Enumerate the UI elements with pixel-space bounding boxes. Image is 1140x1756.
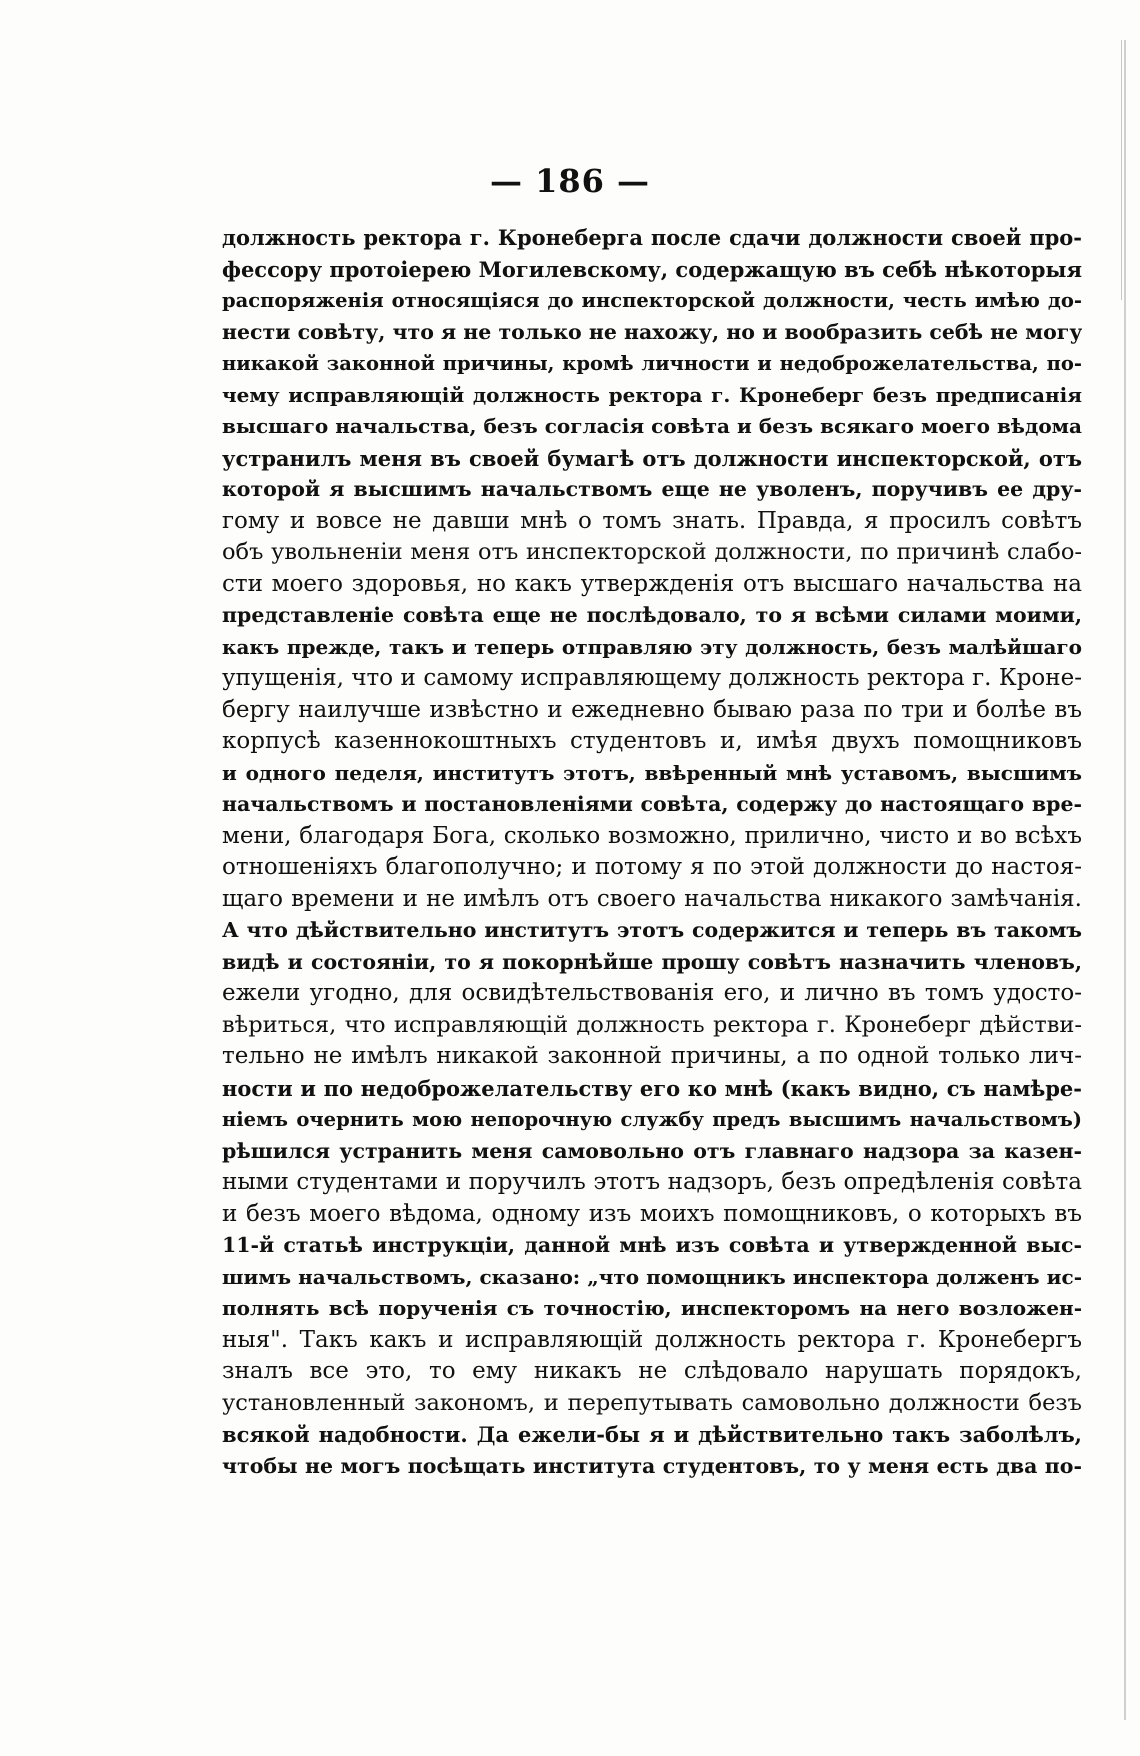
text-line: зналъ все это, то ему никакъ не слѣдовало нарушать порядокъ,: [222, 1358, 1082, 1384]
text-line: никакой законной причины, кромѣ личности и недоброжелательства, по-: [222, 352, 1082, 375]
text-line: бергу наилучше извѣстно и ежедневно бываю раза по три и болѣе въ: [222, 696, 1082, 723]
text-line: шимъ начальствомъ, сказано: „что помощникъ инспектора долженъ ис-: [222, 1264, 1082, 1289]
text-line: 11-й статьѣ инструкціи, данной мнѣ изъ совѣта и утвержденной выс-: [222, 1233, 1082, 1257]
text-line: и безъ моего вѣдома, одному изъ моихъ помощниковъ, о которыхъ въ: [222, 1200, 1082, 1227]
text-line: нести совѣту, что я не только не нахожу, но и вообразить себѣ не могу: [222, 319, 1082, 344]
text-line: щаго времени и не имѣлъ отъ своего начальства никакого замѣчанія.: [222, 885, 1082, 912]
page-number: — 186 —: [489, 162, 651, 200]
text-line: гому и вовсе не давши мнѣ о томъ знать. Правда, я просилъ совѣтъ: [222, 507, 1082, 534]
text-line: отношеніяхъ благополучно; и потому я по этой должности до настоя-: [222, 854, 1082, 880]
text-line: тельно не имѣлъ никакой законной причины, а по одной только лич-: [222, 1043, 1082, 1069]
text-line: какъ прежде, такъ и теперь отправляю эту должность, безъ малѣйшаго: [222, 634, 1082, 659]
text-line: рѣшился устранить меня самовольно отъ главнаго надзора за казен-: [222, 1138, 1082, 1163]
text-line: объ увольненіи меня отъ инспекторской должности, по причинѣ слабо-: [222, 539, 1082, 565]
text-line: и одного педеля, институтъ этотъ, ввѣренный мнѣ уставомъ, высшимъ: [222, 760, 1082, 785]
text-line: корпусѣ казеннокоштныхъ студентовъ и, имѣя двухъ помощниковъ: [222, 728, 1082, 754]
text-line: фессору протоіерею Могилевскому, содержащую въ себѣ нѣкоторыя: [222, 256, 1082, 282]
text-line: чтобы не могъ посѣщать института студентовъ, то у меня есть два по-: [222, 1453, 1082, 1478]
text-line: распоряженія относящіяся до инспекторской должности, честь имѣю до-: [222, 289, 1082, 312]
text-line: сти моего здоровья, но какъ утвержденія отъ высшаго начальства на: [222, 570, 1082, 597]
text-line: вѣриться, что исправляющій должность ректора г. Кронеберг дѣйстви-: [222, 1011, 1082, 1038]
text-line: высшаго начальства, безъ согласія совѣта и безъ всякаго моего вѣдома: [222, 414, 1082, 438]
text-line: полнять всѣ порученія съ точностію, инспекторомъ на него возложен-: [222, 1296, 1082, 1320]
text-line: должность ректора г. Кронеберга после сдачи должности своей про-: [222, 225, 1082, 250]
text-line: мени, благодаря Бога, сколько возможно, прилично, чисто и во всѣхъ: [222, 822, 1082, 849]
text-line: видѣ и состояніи, то я покорнѣйше прошу совѣтъ назначить членовъ,: [222, 949, 1082, 974]
text-line: ныя". Такъ какъ и исправляющій должность ректора г. Кронебергъ: [222, 1326, 1082, 1353]
text-line: установленный закономъ, и перепутывать самовольно должности безъ: [222, 1389, 1082, 1416]
text-line: упущенія, что и самому исправляющему должность ректора г. Кроне-: [222, 665, 1082, 691]
text-line: представленіе совѣта еще не послѣдовало, то я всѣми силами моими,: [222, 603, 1082, 627]
text-line: ніемъ очернить мою непорочную службу предъ высшимъ начальствомъ): [222, 1108, 1082, 1131]
text-line: начальствомъ и постановленіями совѣта, содержу до настоящаго вре-: [222, 792, 1082, 816]
text-line: чему исправляющій должность ректора г. Кронеберг безъ предписанія: [222, 382, 1082, 407]
text-line: А что дѣйствительно институтъ этотъ содержится и теперь въ такомъ: [222, 918, 1082, 942]
body-text: [222, 222, 1082, 1482]
text-line: устранилъ меня въ своей бумагѣ отъ должности инспекторской, отъ: [222, 445, 1082, 471]
text-line: всякой надобности. Да ежели-бы я и дѣйствительно такъ заболѣлъ,: [222, 1422, 1082, 1447]
text-line: ежели угодно, для освидѣтельствованія его, и лично въ томъ удосто-: [222, 980, 1082, 1006]
text-line: ности и по недоброжелательству его ко мнѣ (какъ видно, съ намѣре-: [222, 1075, 1082, 1101]
scan-edge-shadow: [1124, 40, 1126, 1720]
text-line: ными студентами и поручилъ этотъ надзоръ, безъ опредѣленія совѣта: [222, 1169, 1082, 1195]
text-line: которой я высшимъ начальствомъ еще не уволенъ, поручивъ ее дру-: [222, 477, 1082, 501]
